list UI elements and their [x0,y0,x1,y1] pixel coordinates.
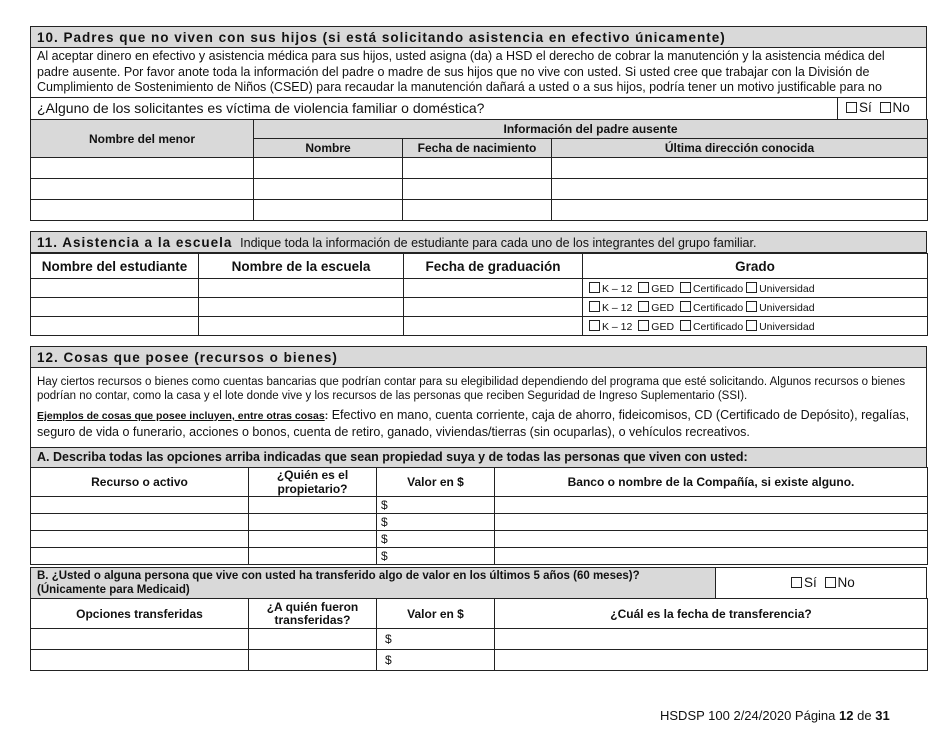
section-12a-header [30,448,927,468]
examples-label: Ejemplos de cosas que posee incluyen, entre otras cosas [37,410,325,422]
col-parent-dob: Fecha de nacimiento [403,139,552,158]
col-bank: Banco o nombre de la Compañía, si existe alguno. [495,468,928,497]
page-number: 12 [839,708,854,723]
col-child-name: Nombre del menor [31,120,254,158]
university-checkbox[interactable] [746,282,757,293]
col-owner: ¿Quién es el propietario? [249,468,377,497]
university-label: Universidad [759,301,815,314]
transfer-question-text: B. ¿Usted o alguna persona que vive con usted ha transferido algo de valor en los últimos 5 años (60 meses)? [37,570,640,582]
ged-checkbox[interactable] [638,301,649,312]
university-label: Universidad [759,282,815,295]
col-resource: Recurso o activo [31,468,249,497]
table-row[interactable] [31,531,928,548]
certificate-checkbox[interactable] [680,282,691,293]
transfers-table [30,598,928,671]
yes-checkbox[interactable] [846,102,857,113]
transfer-no-checkbox[interactable] [825,577,836,588]
col-graduation-date: Fecha de graduación [404,254,583,279]
table-row[interactable] [31,298,928,317]
k12-label: K – 12 [602,282,633,295]
certificate-label: Certificado [692,282,744,295]
col-student-name: Nombre del estudiante [31,254,199,279]
dollar-sign: $ [377,548,495,565]
transfer-no-label: No [837,575,855,590]
section-10-header [30,26,927,48]
k12-label: K – 12 [602,320,633,333]
ged-checkbox[interactable] [638,320,649,331]
col-transferred-to: ¿A quién fueron transferidas? [249,599,377,629]
section-11-title: 11. Asistencia a la escuela [37,235,233,250]
grade-options [583,279,928,298]
transfer-note: (Únicamente para Medicaid) [37,584,190,596]
section-10-paragraph-text: Al aceptar dinero en efectivo y asistencia médica para sus hijos, usted asigna (da) a HSD el derecho de cobrar la manutención y la asistencia médica del padre ausente. Por favor anote toda la información del padre o madre de sus hijos que no vive con usted. Si usted cree que trabajar con la División de Cumplimiento de Sostenimiento de Niños (CSED) para recaudar la manutención dañará a usted o a sus hijos, podría tener un motivo justificable para no [37,49,885,94]
ged-label: GED [651,320,675,333]
section-11-header [30,231,927,253]
violence-question: ¿Alguno de los solicitantes es víctima de violencia familiar o doméstica? [37,100,485,116]
examples-text: Efectivo en mano, cuenta corriente, caja de ahorro, fideicomisos, CD (Certificado de Depósito), regalías, seguro de vida o funerario, acciones o bonos, cuenta de retiro, ganado, viviendas/tierras (sin ocuparlas), o vehículos recreativos. [37,408,910,439]
violence-question-row [30,98,927,120]
table-row[interactable] [31,514,928,531]
section-12-paragraph: Hay ciertos recursos o bienes como cuentas bancarias que podrían contar para su elegibilidad dependiendo del programa que esté solicitando. Algunos recursos o bienes podrían no contar, como la casa y el lote donde vive y los recursos de las personas que reciben Seguridad de Ingreso Suplementario (SSI). [37,376,906,402]
section-10-paragraph [30,48,927,98]
col-transfer-value: Valor en $ [377,599,495,629]
table-row[interactable] [31,179,928,200]
table-row[interactable] [31,317,928,336]
ged-label: GED [651,301,675,314]
col-absent-parent-info: Información del padre ausente [254,120,928,139]
transfer-question [31,568,716,598]
form-id: HSDSP 100 2/24/2020 Página [660,708,836,723]
certificate-checkbox[interactable] [680,301,691,312]
col-value: Valor en $ [377,468,495,497]
dollar-sign: $ [377,531,495,548]
col-transferred-options: Opciones transferidas [31,599,249,629]
violence-answer [837,98,927,119]
section-12a-header-text: A. Describa todas las opciones arriba indicadas que sean propiedad suya y de todas las personas que viven con usted: [37,450,748,464]
no-checkbox[interactable] [880,102,891,113]
section-10-title: 10. Padres que no viven con sus hijos (si está solicitando asistencia en efectivo únicamente) [37,30,726,45]
certificate-checkbox[interactable] [680,320,691,331]
col-parent-name: Nombre [254,139,403,158]
section-12-title: 12. Cosas que posee (recursos o bienes) [37,350,338,365]
university-label: Universidad [759,320,815,333]
table-row[interactable] [31,279,928,298]
certificate-label: Certificado [692,320,744,333]
col-school-name: Nombre de la escuela [199,254,404,279]
k12-label: K – 12 [602,301,633,314]
k12-checkbox[interactable] [589,320,600,331]
dollar-sign: $ [377,650,495,671]
grade-options [583,298,928,317]
university-checkbox[interactable] [746,320,757,331]
transfer-yes-label: Sí [804,575,817,590]
transfer-question-row [30,567,927,599]
transfer-yes-checkbox[interactable] [791,577,802,588]
table-row[interactable] [31,158,928,179]
examples: Ejemplos de cosas que posee incluyen, entre otras cosas: Efectivo en mano, cuenta corriente, caja de ahorro, fideicomisos, CD (Certificado de Depósito), regalías, seguro de vida o funerario, acciones o bonos, cuenta de retiro, ganado, viviendas/tierras (sin ocuparlas), o vehículos recreativos. [37,408,910,439]
table-row[interactable] [31,650,928,671]
no-label: No [892,100,910,115]
school-table [30,253,928,336]
grade-options [583,317,928,336]
table-row[interactable] [31,200,928,221]
ged-checkbox[interactable] [638,282,649,293]
col-transfer-date: ¿Cuál es la fecha de transferencia? [495,599,928,629]
transfer-answer [791,575,855,590]
table-row[interactable] [31,497,928,514]
certificate-label: Certificado [692,301,744,314]
page-footer [660,708,890,723]
k12-checkbox[interactable] [589,282,600,293]
dollar-sign: $ [377,629,495,650]
absent-parent-table [30,119,928,221]
k12-checkbox[interactable] [589,301,600,312]
table-row[interactable] [31,629,928,650]
ged-label: GED [651,282,675,295]
col-parent-address: Última dirección conocida [552,139,928,158]
resources-table [30,467,928,565]
dollar-sign: $ [377,497,495,514]
page-of: de [857,708,872,723]
table-row[interactable] [31,548,928,565]
col-grade: Grado [583,254,928,279]
page-total: 31 [875,708,890,723]
section-11-instruction: Indique toda la información de estudiante para cada uno de los integrantes del grupo familiar. [240,236,757,250]
section-12-header [30,346,927,368]
section-12-body [30,368,927,448]
university-checkbox[interactable] [746,301,757,312]
dollar-sign: $ [377,514,495,531]
yes-label: Sí [859,100,872,115]
